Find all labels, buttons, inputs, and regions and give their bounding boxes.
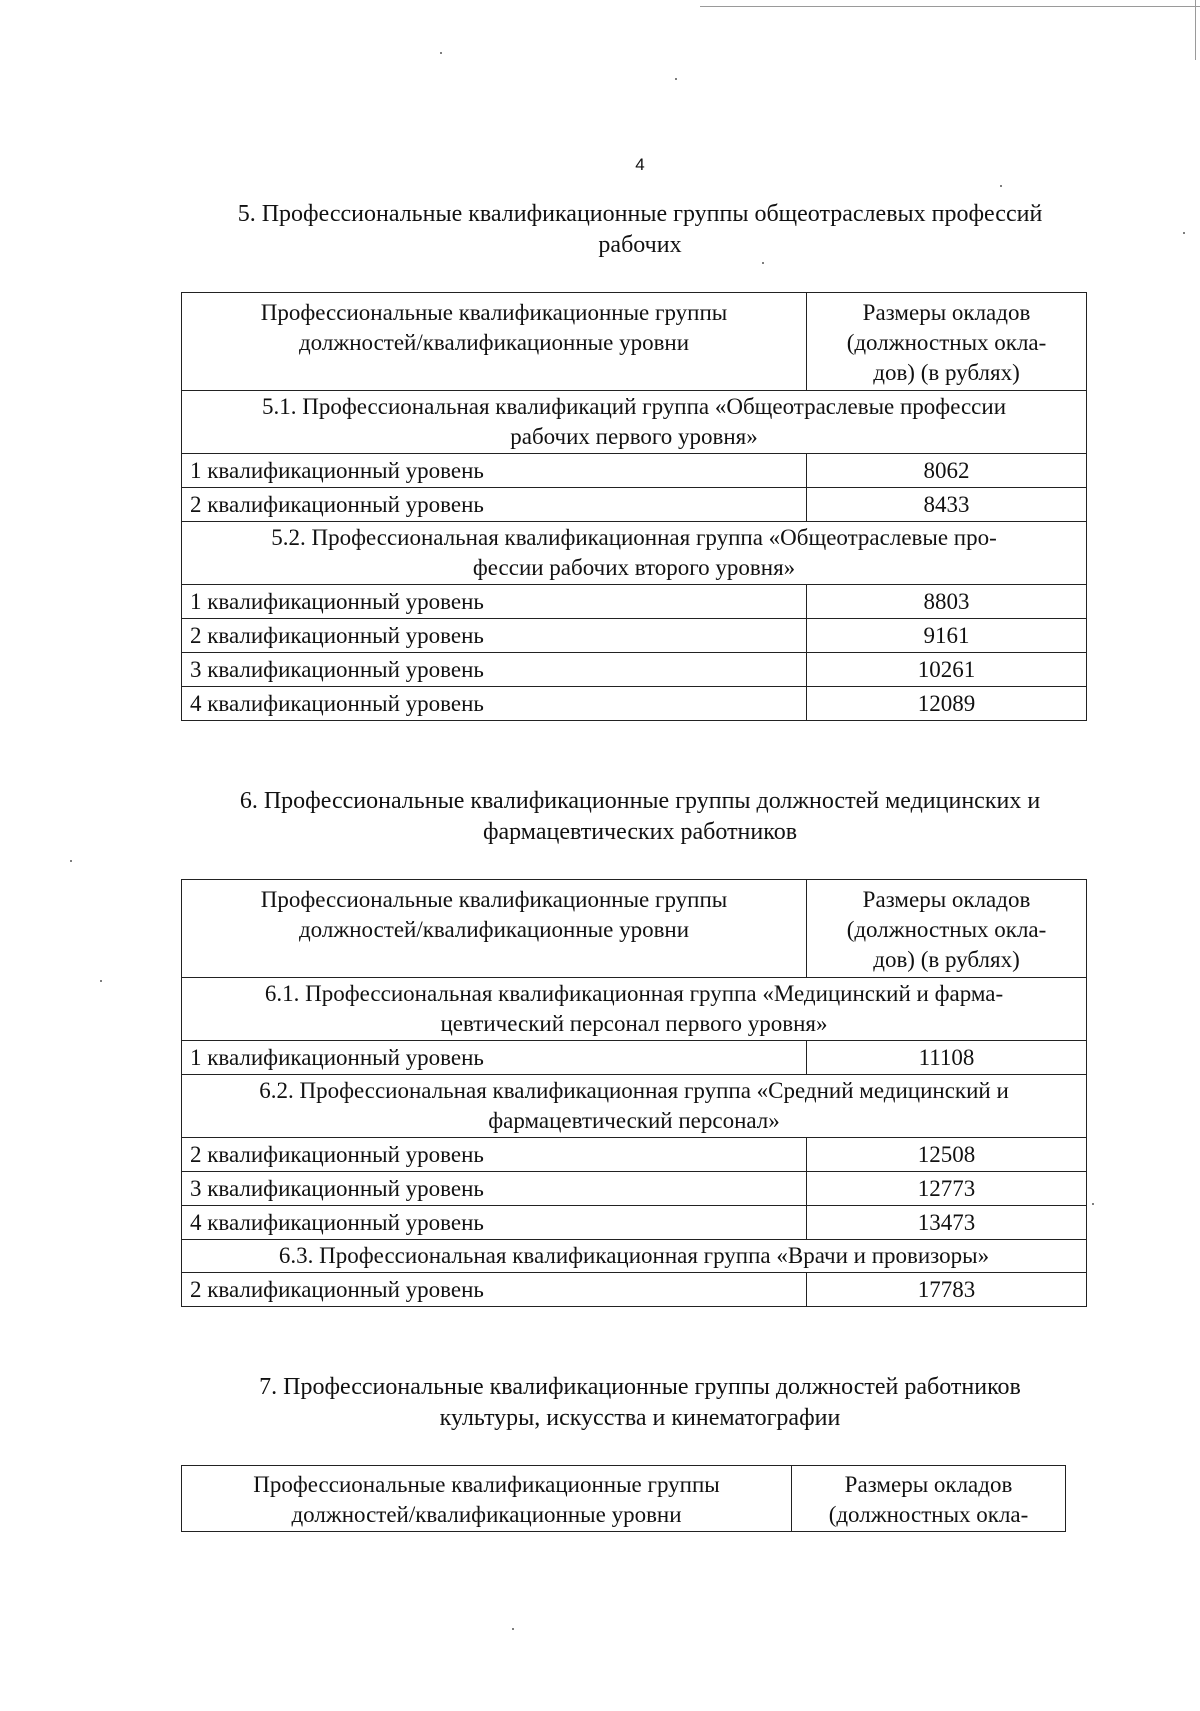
table-row: 1 квалификационный уровень 8803 (182, 585, 1087, 619)
section-7-table (181, 1465, 1066, 1532)
table-row: 1 квалификационный уровень 8062 (182, 454, 1087, 488)
section-5-table (181, 292, 1087, 721)
page-number: 4 (635, 155, 645, 174)
section-5-heading: 5. Профессиональные квалификационные группы общеотраслевых профессий рабочих (237, 201, 1043, 258)
table-row: 2 квалификационный уровень 8433 (182, 488, 1087, 522)
scan-speck (1183, 232, 1185, 234)
scan-speck (440, 52, 442, 54)
table-header-row (182, 1466, 1066, 1532)
table-row: 2 квалификационный уровень 17783 (182, 1273, 1087, 1307)
table-row: 1 квалификационный уровень 11108 (182, 1041, 1087, 1075)
section-7-heading: 7. Профессиональные квалификационные группы должностей работников культуры, искусства и кинематографии (259, 1374, 1021, 1431)
scan-speck (100, 980, 102, 982)
table-row: 2 квалификационный уровень 12508 (182, 1138, 1087, 1172)
group-title-row: 5.2. Профессиональная квалификационная группа «Общеотраслевые про- фессии рабочих второго уровня» (182, 522, 1087, 585)
group-title-row: 5.1. Профессиональная квалификаций группа «Общеотраслевые профессии рабочих первого уровня» (182, 391, 1087, 454)
scan-edge-line (1195, 0, 1196, 60)
header-col-groups: Профессиональные квалификационные группы должностей/квалификационные уровни (182, 880, 807, 978)
scan-speck (1000, 185, 1002, 187)
section-6-heading: 6. Профессиональные квалификационные группы должностей медицинских и фармацевтических работников (239, 788, 1041, 845)
table-header-row (182, 880, 1087, 978)
scan-speck (1092, 1203, 1094, 1205)
scan-speck (675, 78, 677, 80)
scan-edge-line (700, 6, 1200, 7)
section-6-table (181, 879, 1087, 1307)
group-title-row: 6.3. Профессиональная квалификационная группа «Врачи и провизоры» (182, 1240, 1087, 1273)
header-col-groups: Профессиональные квалификационные группы должностей/квалификационные уровни (182, 1466, 792, 1532)
scan-speck (762, 262, 764, 264)
header-col-salary: Размеры окладов (должностных окла- дов) (в рублях) (807, 293, 1087, 391)
scan-speck (512, 1628, 514, 1630)
header-col-salary: Размеры окладов (должностных окла- дов) (в рублях) (807, 880, 1087, 978)
group-title-row: 6.1. Профессиональная квалификационная группа «Медицинский и фарма- цевтический персонал первого уровня» (182, 978, 1087, 1041)
table-row: 3 квалификационный уровень 12773 (182, 1172, 1087, 1206)
header-col-salary: Размеры окладов (должностных окла- (792, 1466, 1066, 1532)
table-row: 2 квалификационный уровень 9161 (182, 619, 1087, 653)
group-title-row: 6.2. Профессиональная квалификационная группа «Средний медицинский и фармацевтический персонал» (182, 1075, 1087, 1138)
table-row: 4 квалификационный уровень 12089 (182, 687, 1087, 721)
table-row: 4 квалификационный уровень 13473 (182, 1206, 1087, 1240)
scan-speck (70, 860, 72, 862)
table-header-row (182, 293, 1087, 391)
table-row: 3 квалификационный уровень 10261 (182, 653, 1087, 687)
header-col-groups: Профессиональные квалификационные группы должностей/квалификационные уровни (182, 293, 807, 391)
